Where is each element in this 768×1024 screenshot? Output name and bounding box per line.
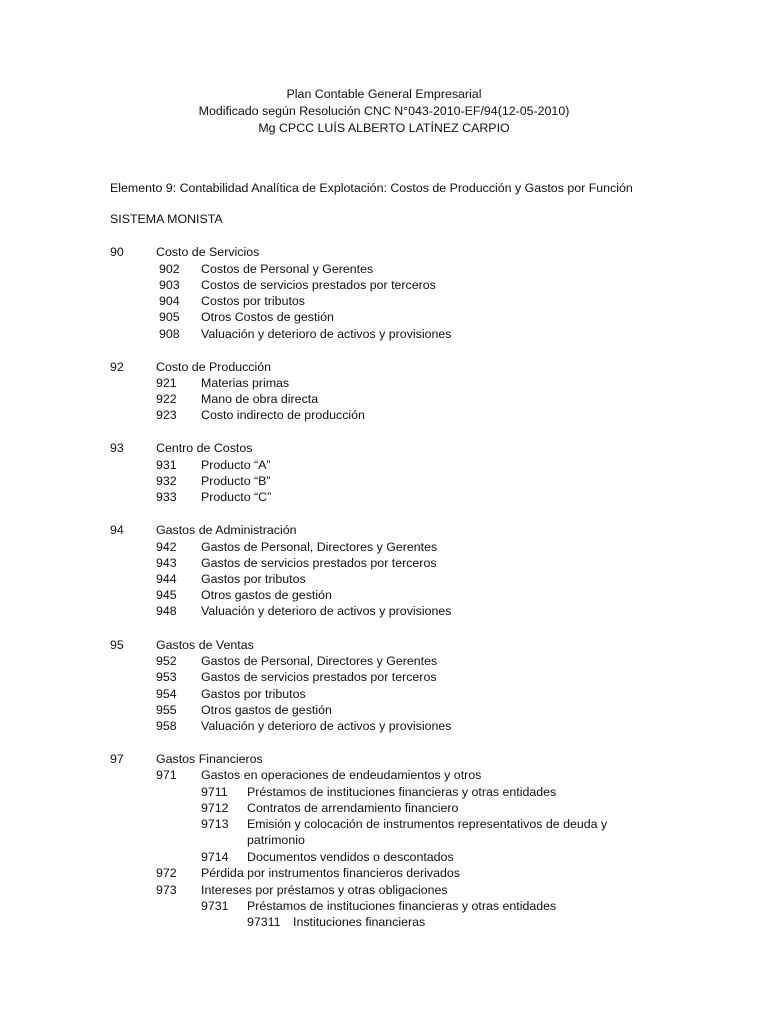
item-code: 943 xyxy=(156,556,177,570)
item-name: Valuación y deterioro de activos y provisiones xyxy=(201,719,452,733)
group-code: 94 xyxy=(110,523,124,537)
item-name: Gastos de Personal, Directores y Gerentes xyxy=(201,654,438,668)
item-code: 904 xyxy=(159,294,180,308)
item-name: Intereses por préstamos y otras obligaciones xyxy=(201,883,448,897)
item-code: 902 xyxy=(159,262,180,276)
group-name: Gastos de Administración xyxy=(156,523,297,537)
item-code: 958 xyxy=(156,719,177,733)
group-name: Centro de Costos xyxy=(156,441,253,455)
item-name: Otros Costos de gestión xyxy=(201,310,334,324)
document-header xyxy=(0,86,768,137)
subitem-name: Préstamos de instituciones financieras y otras entidades xyxy=(247,785,557,799)
item-name: Producto “B” xyxy=(201,474,271,488)
item-name: Producto “C” xyxy=(201,490,272,504)
item-name: Costos de servicios prestados por terceros xyxy=(201,278,436,292)
item-name: Gastos por tributos xyxy=(201,572,306,586)
group-name: Gastos Financieros xyxy=(156,752,263,766)
item-code: 952 xyxy=(156,654,177,668)
item-name: Valuación y deterioro de activos y provisiones xyxy=(201,604,452,618)
item-code: 932 xyxy=(156,474,177,488)
item-name: Costos por tributos xyxy=(201,294,305,308)
subitem-code: 9711 xyxy=(201,785,228,799)
item-code: 905 xyxy=(159,310,180,324)
item-code: 944 xyxy=(156,572,177,586)
header-author: Mg CPCC LUÍS ALBERTO LATÍNEZ CARPIO xyxy=(258,121,510,135)
item-name: Valuación y deterioro de activos y provisiones xyxy=(201,327,452,341)
group-name: Costo de Producción xyxy=(156,360,272,374)
subitem-name: Contratos de arrendamiento financiero xyxy=(247,801,459,815)
item-name: Mano de obra directa xyxy=(201,392,319,406)
subitem-code: 9712 xyxy=(201,801,229,815)
item-code: 923 xyxy=(156,408,177,422)
group-name: Gastos de Ventas xyxy=(156,638,254,652)
item-code: 903 xyxy=(159,278,180,292)
subitem-name: Préstamos de instituciones financieras y otras entidades xyxy=(247,899,557,913)
item-name: Gastos en operaciones de endeudamientos y otros xyxy=(201,768,482,782)
subitem-name: Documentos vendidos o descontados xyxy=(247,850,454,864)
item-code: 973 xyxy=(156,883,177,897)
group-code: 90 xyxy=(110,245,124,259)
group-code: 93 xyxy=(110,441,124,455)
item-name: Producto “A” xyxy=(201,458,271,472)
item-name: Gastos de servicios prestados por terceros xyxy=(201,556,437,570)
item-code: 921 xyxy=(156,376,177,390)
item-code: 942 xyxy=(156,540,177,554)
subitem-code: 9713 xyxy=(201,817,229,831)
group-code: 97 xyxy=(110,752,124,766)
item-name: Costos de Personal y Gerentes xyxy=(201,262,374,276)
item-code: 908 xyxy=(159,327,180,341)
item-code: 955 xyxy=(156,703,177,717)
group-code: 95 xyxy=(110,638,124,652)
item-code: 933 xyxy=(156,490,177,504)
item-name: Pérdida por instrumentos financieros derivados xyxy=(201,866,460,880)
subsubitem-code: 97311 xyxy=(247,915,281,929)
item-code: 954 xyxy=(156,687,177,701)
element-title: Elemento 9: Contabilidad Analítica de Explotación: Costos de Producción y Gastos por Función xyxy=(110,181,633,195)
item-code: 922 xyxy=(156,392,177,406)
group-name: Costo de Servicios xyxy=(156,245,260,259)
item-name: Otros gastos de gestión xyxy=(201,703,332,717)
item-code: 972 xyxy=(156,866,177,880)
subsubitem-name: Instituciones financieras xyxy=(293,915,426,929)
item-name: Materias primas xyxy=(201,376,290,390)
item-code: 953 xyxy=(156,670,177,684)
subitem-name: Emisión y colocación de instrumentos representativos de deuda y xyxy=(247,817,608,831)
group-code: 92 xyxy=(110,360,124,374)
header-title: Plan Contable General Empresarial xyxy=(286,87,482,101)
item-name: Gastos por tributos xyxy=(201,687,306,701)
subitem-code: 9714 xyxy=(201,850,229,864)
item-code: 945 xyxy=(156,588,177,602)
item-code: 931 xyxy=(156,458,177,472)
item-code: 948 xyxy=(156,604,177,618)
item-name: Costo indirecto de producción xyxy=(201,408,365,422)
item-code: 971 xyxy=(156,768,177,782)
header-resolution: Modificado según Resolución CNC N°043-2010-EF/94(12-05-2010) xyxy=(198,104,570,118)
item-name: Gastos de Personal, Directores y Gerentes xyxy=(201,540,438,554)
subitem-name-continued: patrimonio xyxy=(247,833,305,847)
item-name: Gastos de servicios prestados por terceros xyxy=(201,670,437,684)
subitem-code: 9731 xyxy=(201,899,229,913)
item-name: Otros gastos de gestión xyxy=(201,588,332,602)
system-title: SISTEMA MONISTA xyxy=(110,212,223,226)
